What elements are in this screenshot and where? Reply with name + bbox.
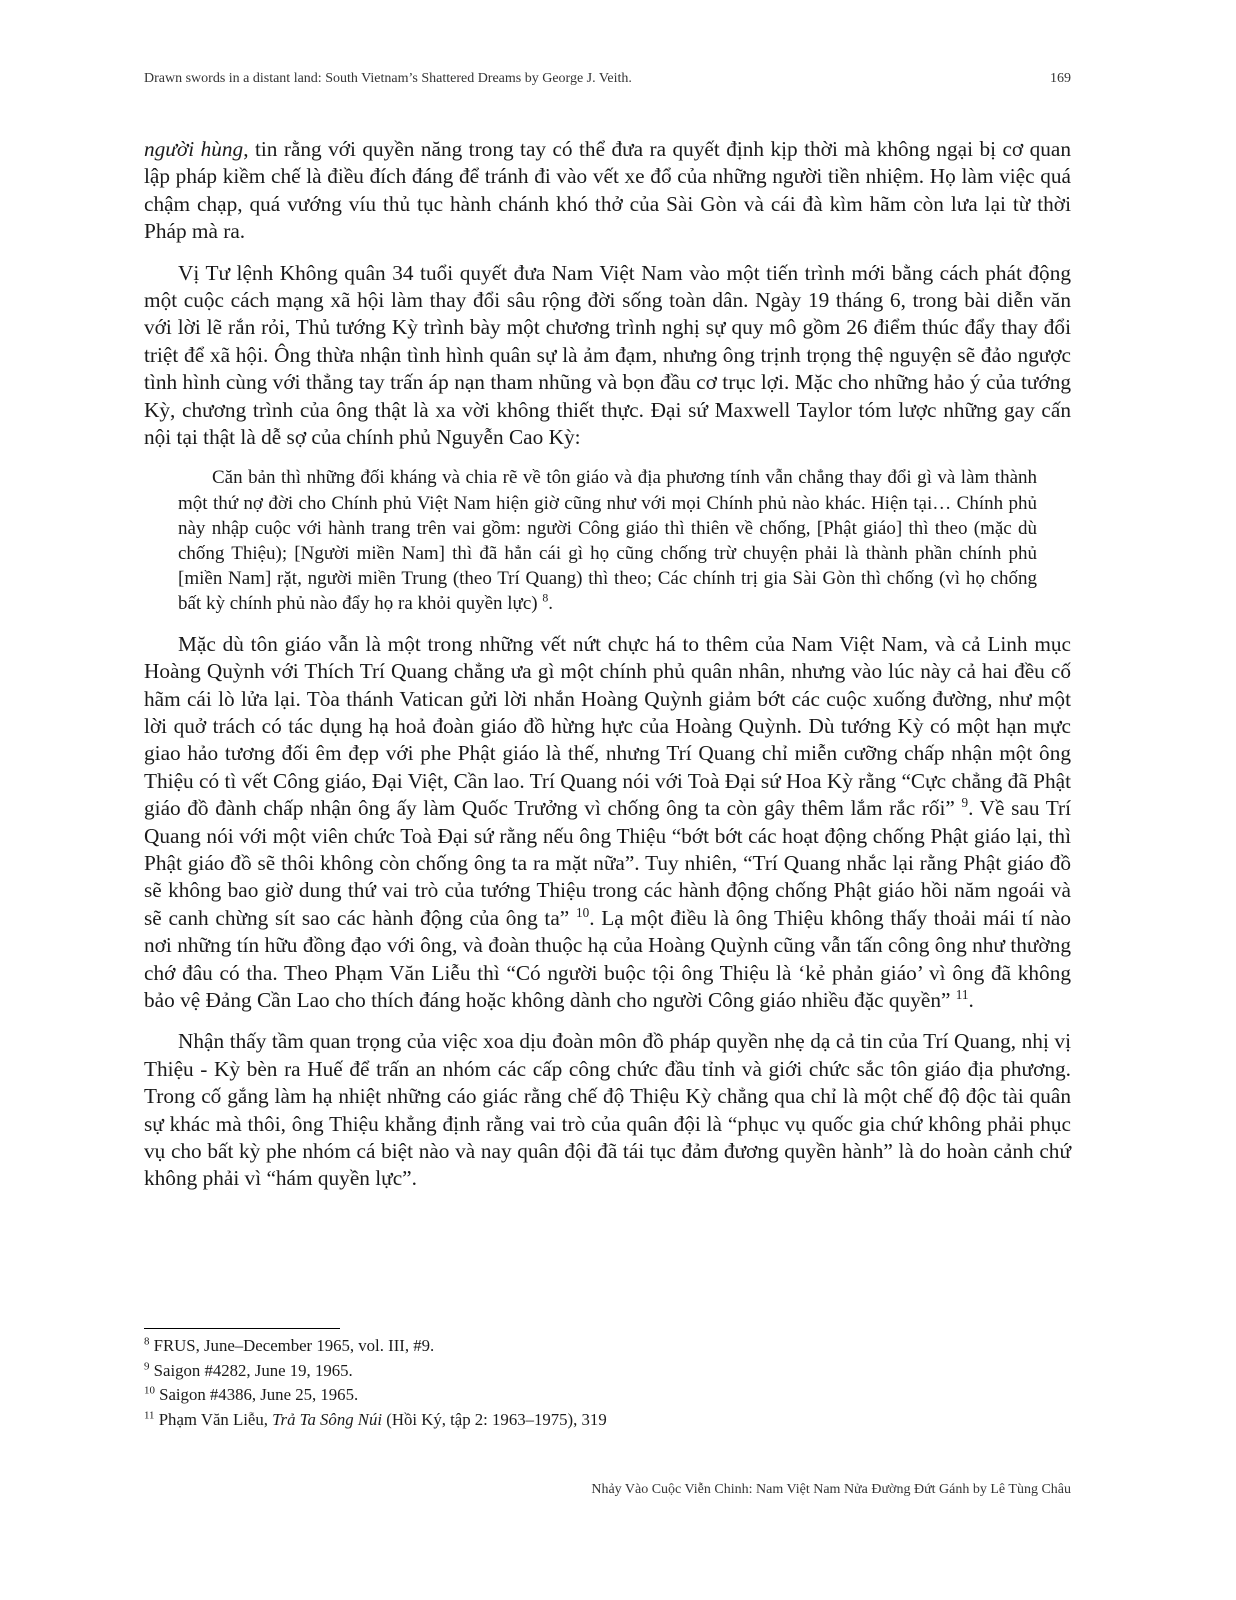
paragraph-continued <box>144 136 1071 246</box>
paragraph-text: , tin rằng với quyền năng trong tay có thể đưa ra quyết định kịp thời mà không ngại bị cơ quan lập pháp kiềm chế là điều đích đáng để tránh đi vào vết xe đổ của những người tiền nhiệm. Họ làm việc quá chậm chạp, quá vướng víu thủ tục hành chánh khó thở của Sài Gòn và cái đà kìm hãm còn lưa lại từ thời Pháp mà ra. <box>144 137 1071 244</box>
paragraph-text: . Về sau Trí Quang nói với một viên chức Toà Đại sứ rằng nếu ông Thiệu “bớt bớt các hoạt động chống Phật giáo lại, thì Phật giáo đồ sẽ thôi không còn chống ông ta ra mặt nữa”. Tuy nhiên, “Trí Quang nhắc lại rằng Phật giáo đồ sẽ không bao giờ dung thứ vai trò của tướng Thiệu trong các hành động chống Phật giáo hồi năm ngoái và sẽ canh chừng sít sao các hành động của ông ta” <box>144 796 1071 930</box>
footnote-divider <box>144 1328 340 1329</box>
footnote-ref: 11 <box>955 986 969 1002</box>
italic-phrase: người hùng <box>144 137 244 161</box>
running-footer: Nhảy Vào Cuộc Viễn Chinh: Nam Việt Nam Nửa Đường Đứt Gánh by Lê Tùng Châu <box>591 1482 1071 1497</box>
paragraph <box>144 260 1071 452</box>
footnote-number: 9 <box>144 1360 150 1372</box>
quote-end: . <box>548 593 553 615</box>
footnote-text: FRUS, June–December 1965, vol. III, #9. <box>153 1336 435 1355</box>
footnotes <box>144 1334 607 1432</box>
footnote-number: 8 <box>144 1335 150 1348</box>
paragraph-text: Mặc dù tôn giáo vẫn là một trong những vết nứt chực há to thêm của Nam Việt Nam, và cả Linh mục Hoàng Quỳnh với Thích Trí Quang chẳng ưa gì một chính phủ quân nhân, nhưng vào lúc này cả hai đều cố hãm cái lò lửa lại. Tòa thánh Vatican gửi lời nhắn Hoàng Quỳnh giảm bớt các cuộc xuống đường, như một lời quở trách có tác dụng hạ hoả đoàn giáo đồ hừng hực của Hoàng Quỳnh. Dù tướng Kỳ có một hạn mực giao hảo tương đối êm đẹp với phe Phật giáo là thế, nhưng Trí Quang chỉ miễn cưỡng chấp nhận một ông Thiệu có tì vết Công giáo, Đại Việt, Cần lao. Trí Quang nói với Toà Đại sứ Hoa Kỳ rằng “Cực chẳng đã Phật giáo đồ đành chấp nhận ông ấy làm Quốc Trưởng vì chống ông ta còn gây thêm lắm rắc rối” <box>144 631 1071 821</box>
footnote-number: 10 <box>144 1384 155 1397</box>
block-quote <box>178 465 1037 616</box>
footnote-text: Saigon #4282, June 19, 1965. <box>153 1360 353 1380</box>
footnote-book-title: Trả Ta Sông Núi <box>272 1409 383 1429</box>
footnote-text: Saigon #4386, June 25, 1965. <box>159 1385 359 1405</box>
quote-text: Căn bản thì những đối kháng và chia rẽ về tôn giáo và địa phương tính vẫn chẳng thay đổi gì và làm thành một thứ nợ đời cho Chính phủ Việt Nam hiện giờ cũng như với mọi Chính phủ nào khác. Hiện tại… Chính phủ này nhập cuộc với hành trang trên vai gồm: người Công giáo thì thiên về chống, [Phật giáo] thì theo (mặc dù chống Thiệu); [Người miền Nam] thì đã hẳn cái gì họ cũng chống trừ chuyện phải là thành phần chính phủ [miền Nam] rặt, người miền Trung (theo Trí Quang) thì theo; Các chính trị gia Sài Gòn thì chống (vì họ chống bất kỳ chính phủ nào đẩy họ ra khỏi quyền lực) <box>178 467 1037 615</box>
paragraph <box>144 631 1071 1015</box>
paragraph-text: . <box>968 987 974 1012</box>
page-body <box>144 136 1071 1207</box>
paragraph-text: Nhận thấy tầm quan trọng của việc xoa dịu đoàn môn đồ pháp quyền nhẹ dạ cả tin của Trí Quang, nhị vị Thiệu - Kỳ bèn ra Huế để trấn an nhóm các cấp công chức đầu tỉnh và giới chức sắc tôn giáo địa phương. Trong cố gắng làm hạ nhiệt những cáo giác rằng chế độ Thiệu Kỳ chẳng qua chỉ là một chế độ độc tài quân sự khác mà thôi, ông Thiệu khẳng định rằng vai trò của quân đội là “phục vụ quốc gia chứ không phải phục vụ cho bất kỳ phe nhóm cá biệt nào và nay quân đội đã tái tục đảm đương quyền hành” là do hoàn cảnh chứ không phải vì “hám quyền lực”. <box>144 1029 1071 1191</box>
paragraph <box>144 1028 1071 1192</box>
footnote-text: Phạm Văn Liễu, <box>158 1409 273 1429</box>
footnote <box>144 1359 607 1384</box>
footnote <box>144 1334 607 1359</box>
footnote-ref: 9 <box>961 795 969 811</box>
header-title: Drawn swords in a distant land: South Vietnam’s Shattered Dreams by George J. Veith. <box>144 71 632 86</box>
running-header <box>144 71 1071 87</box>
paragraph-text: . Lạ một điều là ông Thiệu không thấy thoải mái tí nào nơi những tín hữu đồng đạo với ông, và đoàn thuộc hạ của Hoàng Quỳnh cũng vẫn tấn công ông như thường chớ đâu có tha. Theo Phạm Văn Liễu thì “Có người buộc tội ông Thiệu là ‘kẻ phản giáo’ vì ông đã không bảo vệ Đảng Cần Lao cho thích đáng hoặc không dành cho người Công giáo nhiều đặc quyền” <box>144 905 1072 1012</box>
footnote-text: (Hồi Ký, tập 2: 1963–1975), 319 <box>382 1409 607 1429</box>
footnote-ref: 8 <box>542 592 549 606</box>
footnote-number: 11 <box>144 1409 155 1422</box>
footnote <box>144 1383 607 1408</box>
footnote-ref: 10 <box>576 904 590 920</box>
paragraph-text: Vị Tư lệnh Không quân 34 tuổi quyết đưa Nam Việt Nam vào một tiến trình mới bằng cách phát động một cuộc cách mạng xã hội làm thay đổi sâu rộng đời sống toàn dân. Ngày 19 tháng 6, trong bài diễn văn với lời lẽ rắn rỏi, Thủ tướng Kỳ trình bày một chương trình nghị sự quy mô gồm 26 điểm thúc đẩy thay đổi triệt để xã hội. Ông thừa nhận tình hình quân sự là ảm đạm, nhưng ông trịnh trọng thệ nguyện sẽ đảo ngược tình hình cùng với thẳng tay trấn áp nạn tham nhũng và bọn đầu cơ trục lợi. Mặc cho những hảo ý của tướng Kỳ, chương trình của ông thật là xa vời không thiết thực. Đại sứ Maxwell Taylor tóm lược những gay cấn nội tại thật là dễ sợ của chính phủ Nguyễn Cao Kỳ: <box>144 260 1071 450</box>
footnote <box>144 1408 607 1433</box>
page-number: 169 <box>1050 71 1071 86</box>
